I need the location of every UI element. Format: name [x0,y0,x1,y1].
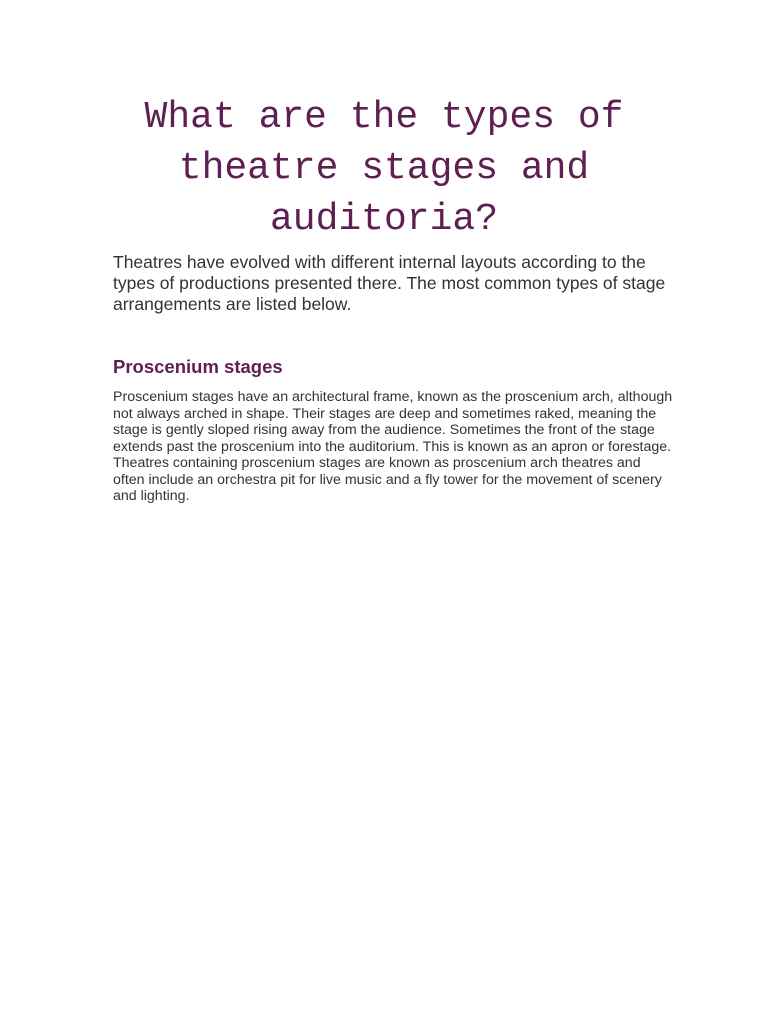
page-title: What are the types of theatre stages and auditoria? [144,96,624,241]
section-body-proscenium: Proscenium stages have an architectural frame, known as the proscenium arch, although not always arched in shape. Their stages are deep and sometimes raked, meaning the stage is gently sloped rising away from the audience. Sometimes the front of the stage extends past the proscenium into the auditorium. This is known as an apron or forestage. Theatres containing proscenium stages are known as proscenium arch theatres and often include an orchestra pit for live music and a fly tower for the movement of scenery and lighting. [113,389,673,504]
section-heading-proscenium: Proscenium stages [113,356,283,377]
intro-paragraph: Theatres have evolved with different internal layouts according to the types of productions presented there. The most common types of stage arrangements are listed below. [113,252,666,314]
